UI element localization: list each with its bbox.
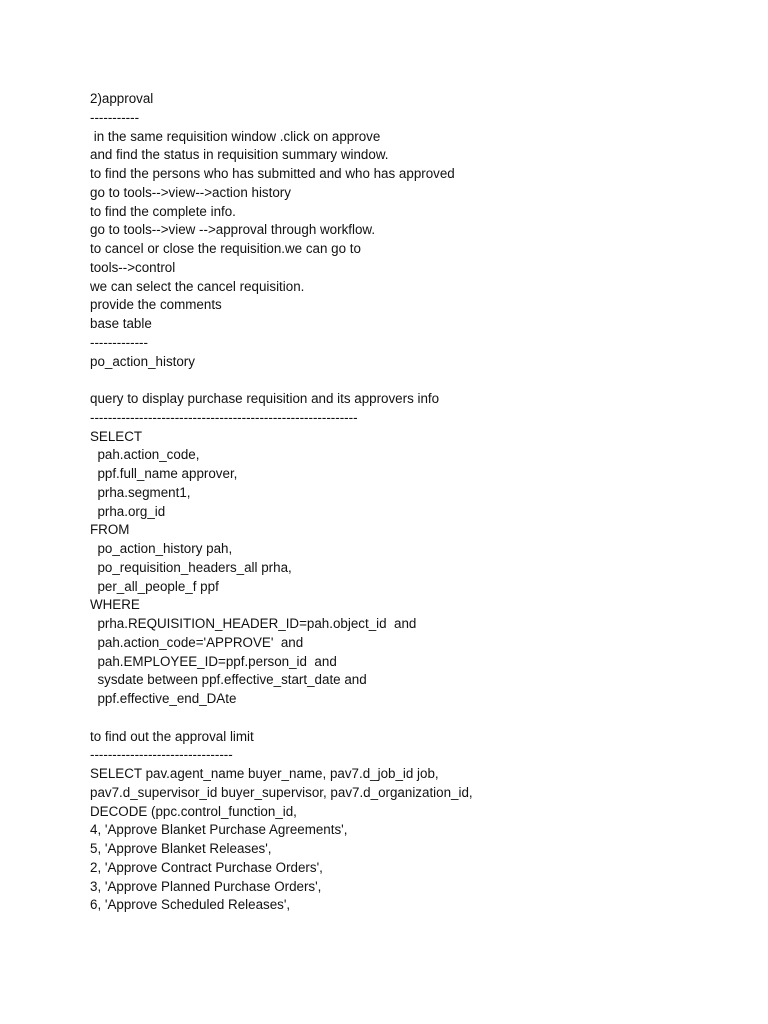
text-line: SELECT pav.agent_name buyer_name, pav7.d_job_id job, bbox=[90, 766, 439, 781]
text-line: prha.REQUISITION_HEADER_ID=pah.object_id and bbox=[90, 616, 417, 631]
text-line: to find the persons who has submitted and who has approved bbox=[90, 166, 455, 181]
text-line: provide the comments bbox=[90, 297, 222, 313]
text-line: 3, 'Approve Planned Purchase Orders', bbox=[90, 878, 322, 894]
text-line: go to tools-->view -->approval through workflow. bbox=[90, 222, 376, 238]
text-line: tools-->control bbox=[90, 259, 176, 275]
text-line: 2)approval bbox=[90, 91, 154, 106]
text-line: ------------- bbox=[90, 334, 148, 350]
text-line: ----------- bbox=[90, 109, 140, 125]
document-text bbox=[90, 90, 730, 915]
text-line: pah.action_code, bbox=[90, 447, 200, 463]
text-line: 5, 'Approve Blanket Releases', bbox=[90, 841, 272, 856]
text-line: SELECT bbox=[90, 428, 143, 444]
text-line: pah.EMPLOYEE_ID=ppf.person_id and bbox=[90, 653, 337, 669]
text-line: po_requisition_headers_all prha, bbox=[90, 559, 292, 575]
text-line: 2, 'Approve Contract Purchase Orders', bbox=[90, 859, 323, 875]
text-line: sysdate between ppf.effective_start_date and bbox=[90, 672, 367, 688]
blank-line bbox=[90, 709, 730, 728]
text-line: prha.segment1, bbox=[90, 484, 191, 500]
text-line: to find out the approval limit bbox=[90, 728, 254, 744]
text-line: -------------------------------- bbox=[90, 747, 233, 763]
text-line: prha.org_id bbox=[90, 503, 166, 519]
text-line: 6, 'Approve Scheduled Releases', bbox=[90, 897, 291, 913]
text-line: and find the status in requisition summary window. bbox=[90, 147, 389, 163]
text-line: DECODE (ppc.control_function_id, bbox=[90, 803, 297, 819]
text-line: 4, 'Approve Blanket Purchase Agreements', bbox=[90, 822, 348, 838]
text-line: in the same requisition window .click on approve bbox=[90, 128, 381, 144]
text-line: WHERE bbox=[90, 597, 140, 613]
text-line: ppf.effective_end_DAte bbox=[90, 691, 237, 706]
text-line: pav7.d_supervisor_id buyer_supervisor, pav7.d_organization_id, bbox=[90, 784, 473, 800]
blank-line bbox=[90, 371, 730, 390]
text-line: ppf.full_name approver, bbox=[90, 466, 238, 481]
text-line: po_action_history pah, bbox=[90, 541, 233, 556]
text-line: go to tools-->view-->action history bbox=[90, 184, 291, 200]
text-line: base table bbox=[90, 316, 152, 331]
text-line: per_all_people_f ppf bbox=[90, 578, 219, 594]
text-line: query to display purchase requisition and its approvers info bbox=[90, 391, 440, 406]
text-line: to find the complete info. bbox=[90, 203, 236, 219]
text-line: po_action_history bbox=[90, 353, 195, 369]
text-line: to cancel or close the requisition.we can go to bbox=[90, 241, 361, 256]
text-line: pah.action_code='APPROVE' and bbox=[90, 634, 304, 650]
text-line: ------------------------------------------------------------ bbox=[90, 409, 358, 425]
text-line: we can select the cancel requisition. bbox=[90, 278, 305, 294]
text-line: FROM bbox=[90, 522, 130, 538]
